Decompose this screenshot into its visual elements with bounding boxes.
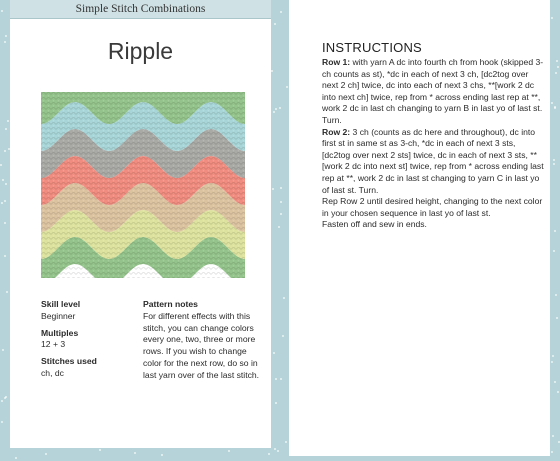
instructions-title: INSTRUCTIONS bbox=[322, 40, 422, 55]
stitches-used-value: ch, dc bbox=[41, 367, 64, 378]
pattern-specs bbox=[41, 299, 131, 385]
instructions-body bbox=[322, 57, 544, 231]
row-1-label: Row 1: bbox=[322, 57, 351, 67]
skill-level-value: Beginner bbox=[41, 310, 76, 321]
pattern-notes-label: Pattern notes bbox=[143, 299, 198, 309]
stitches-used-label: Stitches used bbox=[41, 356, 97, 367]
section-header: Simple Stitch Combinations bbox=[10, 0, 271, 19]
left-page bbox=[10, 0, 271, 448]
row-2-instruction bbox=[322, 127, 544, 197]
row-2-label: Row 2: bbox=[322, 126, 351, 137]
row-1-instruction bbox=[322, 57, 544, 127]
repeat-instruction: Rep Row 2 until desired height, changing to the next color in your chosen sequence in last yo of last st. bbox=[322, 196, 543, 218]
multiples-label: Multiples bbox=[41, 327, 79, 338]
multiples-value: 12 + 3 bbox=[41, 339, 66, 350]
pattern-title: Ripple bbox=[107, 38, 174, 64]
row-1-text: with yarn A dc into fourth ch from hook (skipped 3-ch counts as st), *dc in each of next 3 ch, [dc2tog over next 2 ch] twice, dc into each of next 3 chs, **[work 2 dc into next ch] twice, rep from * across ending last rep at **, work 2 dc in last ch changing to yarn B in last yo of last st. Turn. bbox=[322, 57, 544, 125]
right-page bbox=[289, 0, 550, 456]
ripple-swatch-image bbox=[41, 92, 245, 278]
pattern-notes-text: For different effects with this stitch, you can change colors every one, two, three or more rows. If you wish to change color for the next row, do so in last yarn over of the last stitch. bbox=[143, 310, 260, 380]
finish-instruction: Fasten off and sew in ends. bbox=[322, 219, 427, 230]
row-2-text: 3 ch (counts as dc here and throughout), dc into first st in same st as 3-ch, *dc in each of next 3 sts, [dc2tog over next 2 sts] twice, dc in each of next 3 sts, **[work 2 dc into next st] twice, rep from * across ending last rep at **, work 2 dc in last st changing to yarn C in last yo of last st. Turn. bbox=[322, 126, 544, 195]
pattern-notes bbox=[143, 299, 263, 382]
skill-level-label: Skill level bbox=[41, 299, 81, 309]
